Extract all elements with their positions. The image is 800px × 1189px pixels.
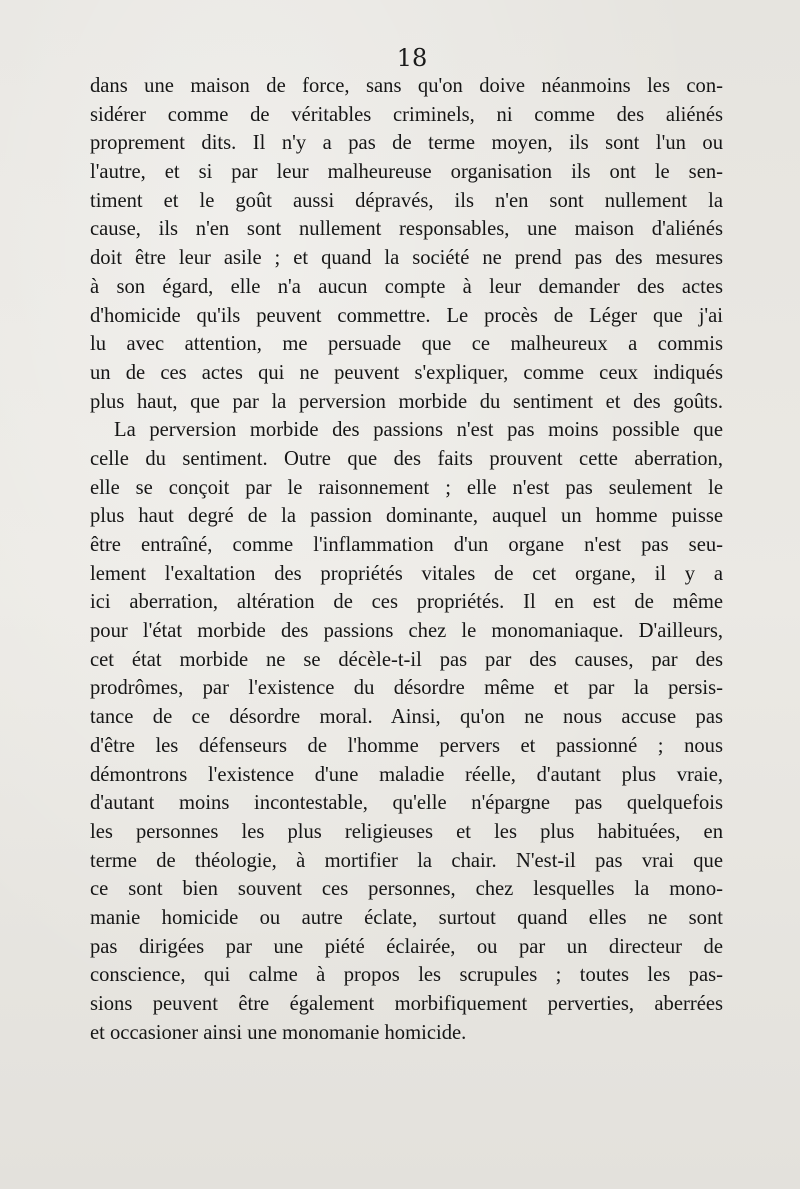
text-line: et occasioner ainsi une monomanie homicide. bbox=[90, 1021, 467, 1044]
text-line: dans une maison de force, sans qu'on doive néanmoins les con- bbox=[90, 75, 723, 97]
text-line: d'homicide qu'ils peuvent commettre. Le procès de Léger que j'ai bbox=[90, 304, 723, 327]
text-line: cause, ils n'en sont nullement responsables, une maison d'aliénés bbox=[90, 218, 723, 241]
text-line: ici aberration, altération de ces propriétés. Il en est de même bbox=[90, 591, 723, 614]
page-number: 18 bbox=[396, 44, 428, 72]
text-line: tance de ce désordre moral. Ainsi, qu'on ne nous accuse pas bbox=[90, 706, 723, 729]
text-line: terme de théologie, à mortifier la chair. N'est-il pas vrai que bbox=[90, 849, 723, 872]
text-line: démontrons l'existence d'une maladie réelle, d'autant plus vraie, bbox=[90, 763, 723, 786]
text-line: plus haut degré de la passion dominante, auquel un homme puisse bbox=[90, 505, 723, 528]
text-line: les personnes les plus religieuses et les plus habituées, en bbox=[90, 820, 723, 843]
text-line: l'autre, et si par leur malheureuse organisation ils ont le sen- bbox=[90, 161, 723, 184]
text-line: timent et le goût aussi dépravés, ils n'en sont nullement la bbox=[90, 189, 723, 212]
body-text bbox=[90, 72, 723, 1047]
text-line: elle se conçoit par le raisonnement ; elle n'est pas seulement le bbox=[90, 476, 723, 499]
text-line: pour l'état morbide des passions chez le monomaniaque. D'ailleurs, bbox=[90, 620, 723, 643]
text-line: lement l'exaltation des propriétés vitales de cet organe, il y a bbox=[90, 562, 723, 585]
text-line: pas dirigées par une piété éclairée, ou par un directeur de bbox=[90, 935, 723, 958]
text-line: être entraîné, comme l'inflammation d'un organe n'est pas seu- bbox=[90, 534, 723, 556]
text-line: manie homicide ou autre éclate, surtout quand elles ne sont bbox=[90, 906, 723, 929]
paragraph-2 bbox=[90, 416, 723, 1047]
text-line: prodrômes, par l'existence du désordre même et par la persis- bbox=[90, 677, 723, 700]
text-line: d'autant moins incontestable, qu'elle n'épargne pas quelquefois bbox=[90, 792, 723, 815]
text-line: La perversion morbide des passions n'est pas moins possible que bbox=[114, 419, 723, 442]
text-line: celle du sentiment. Outre que des faits prouvent cette aberration, bbox=[90, 447, 723, 470]
text-line: sions peuvent être également morbifiquement perverties, aberrées bbox=[90, 993, 723, 1015]
text-line: ce sont bien souvent ces personnes, chez lesquelles la mono- bbox=[90, 878, 723, 901]
text-line: plus haut, que par la perversion morbide du sentiment et des goûts. bbox=[90, 390, 723, 413]
text-line: lu avec attention, me persuade que ce malheureux a commis bbox=[90, 333, 723, 356]
text-line: à son égard, elle n'a aucun compte à leur demander des actes bbox=[90, 275, 723, 298]
text-line: cet état morbide ne se décèle-t-il pas par des causes, par des bbox=[90, 648, 723, 671]
text-line: un de ces actes qui ne peuvent s'expliquer, comme ceux indiqués bbox=[90, 361, 723, 384]
text-line: conscience, qui calme à propos les scrupules ; toutes les pas- bbox=[90, 964, 723, 987]
text-line: doit être leur asile ; et quand la société ne prend pas des mesures bbox=[90, 247, 723, 270]
text-line: proprement dits. Il n'y a pas de terme moyen, ils sont l'un ou bbox=[90, 132, 723, 155]
paragraph-1 bbox=[90, 72, 723, 416]
text-line: d'être les défenseurs de l'homme pervers et passionné ; nous bbox=[90, 734, 723, 757]
text-line: sidérer comme de véritables criminels, ni comme des aliénés bbox=[90, 103, 723, 126]
